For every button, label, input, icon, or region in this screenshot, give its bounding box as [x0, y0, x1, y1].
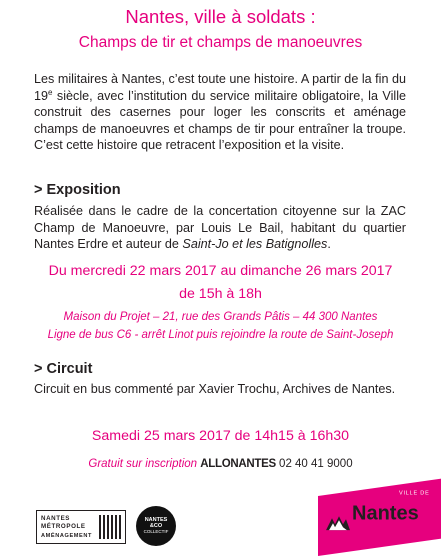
logo-text: COLLECTIF	[143, 529, 169, 534]
logo-text: VILLE DE	[399, 490, 430, 497]
exposition-dates: Du mercredi 22 mars 2017 au dimanche 26 mars 2017	[48, 263, 393, 279]
logo-text: AMÉNAGEMENT	[41, 533, 93, 539]
allonantes-brand: ALLONANTES	[200, 458, 276, 470]
logo-text: &CO	[149, 523, 163, 529]
logo-text: NANTES	[41, 515, 71, 522]
ville-de-nantes-logo	[318, 478, 441, 556]
circuit-description: Circuit en bus commenté par Xavier Trochu, Archives de Nantes.	[34, 382, 396, 396]
logo-text: NANTES	[144, 517, 168, 523]
nantes-metropole-amenagement-logo	[36, 510, 126, 544]
exposition-hours: de 15h à 18h	[179, 286, 262, 302]
page-title: Nantes, ville à soldats :	[125, 6, 316, 27]
intro-paragraph: Les militaires à Nantes, c’est toute une histoire. A partir de la fin du 19e siècle, avec l’institution du service militaire obligatoire, la Ville construit des casernes pour loger les conscrits et aménage champs de manoeuvres et champs de tir pour entraîner la troupe. C’est cette histoire que retracent l’exposition et la visite.	[34, 72, 406, 153]
logo-stripes-icon	[99, 515, 121, 539]
logo-text: MÉTROPOLE	[41, 523, 86, 530]
logo-text: Nantes	[352, 502, 419, 525]
ville-de-nantes-mark-icon	[326, 514, 350, 530]
circuit-date: Samedi 25 mars 2017 de 14h15 à 16h30	[91, 428, 350, 444]
signup-free-text: Gratuit sur inscription	[88, 458, 198, 470]
signup-line	[0, 457, 441, 472]
exposition-venue: Maison du Projet – 21, rue des Grands Pâtis – 44 300 Nantes	[63, 311, 378, 323]
circuit-heading: > Circuit	[34, 361, 93, 377]
exposition-description: Réalisée dans le cadre de la concertation citoyenne sur la ZAC Champ de Manoeuvre, par Louis Le Bail, habitant du quartier Nantes Erdre et auteur de Saint-Jo et les Batignolles.	[34, 204, 406, 252]
exposition-bus-info: Ligne de bus C6 - arrêt Linot puis rejoindre la route de Saint-Joseph	[47, 329, 394, 341]
exposition-heading: > Exposition	[34, 182, 121, 198]
signup-phone: 02 40 41 9000	[279, 458, 353, 470]
nantes-co-collectif-logo	[136, 506, 176, 546]
page-subtitle: Champs de tir et champs de manoeuvres	[78, 34, 363, 51]
